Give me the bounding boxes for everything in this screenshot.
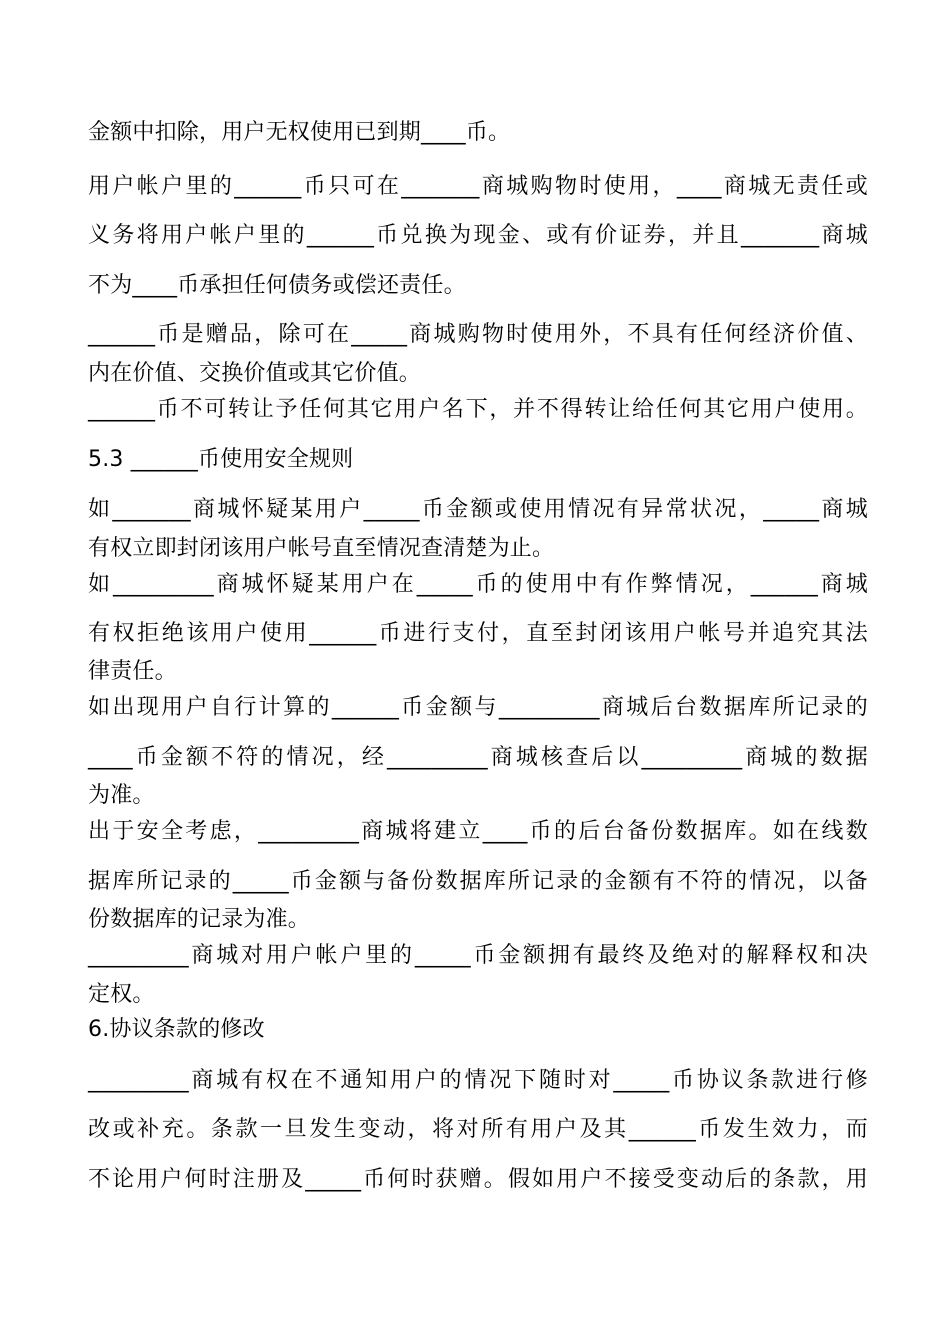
paragraph-line: 出于安全考虑，_________商城将建立____币的后台备份数据库。如在线数 [88, 819, 868, 844]
paragraph-line: _________商城对用户帐户里的_____币金额拥有最终及绝对的解释权和决 [88, 943, 868, 968]
paragraph-line: 份数据库的记录为准。 [88, 907, 311, 932]
section-heading: 6.协议条款的修改 [88, 1017, 265, 1042]
paragraph-line: 改或补充。条款一旦发生变动，将对所有用户及其______币发生效力，而 [88, 1117, 868, 1142]
paragraph-line: 定权。 [88, 982, 155, 1007]
paragraph-line: 有权立即封闭该用户帐号直至情况查清楚为止。 [88, 536, 555, 561]
paragraph-line: 金额中扣除，用户无权使用已到期____币。 [88, 120, 511, 145]
paragraph-line: _________商城有权在不通知用户的情况下随时对_____币协议条款进行修 [88, 1068, 868, 1093]
paragraph-line: 有权拒绝该用户使用______币进行支付，直至封闭该用户帐号并追究其法 [88, 621, 868, 646]
paragraph-line: 用户帐户里的______币只可在_______商城购物时使用，____商城无责任或 [88, 174, 868, 199]
paragraph-line: 为准。 [88, 783, 155, 808]
paragraph-line: ______币是赠品，除可在_____商城购物时使用外，不具有任何经济价值、 [88, 322, 868, 347]
paragraph-line: 不为____币承担任何债务或偿还责任。 [88, 273, 466, 298]
section-heading: 5.3 ______币使用安全规则 [88, 447, 354, 472]
paragraph-line: ______币不可转让予任何其它用户名下，并不得转让给任何其它用户使用。 [88, 397, 868, 422]
paragraph-line: ____币金额不符的情况，经_________商城核查后以_________商城的数据 [88, 745, 868, 770]
paragraph-line: 据库所记录的_____币金额与备份数据库所记录的金额有不符的情况，以备 [88, 869, 868, 894]
paragraph-line: 律责任。 [88, 659, 177, 684]
paragraph-line: 如_________商城怀疑某用户在_____币的使用中有作弊情况，______商城 [88, 572, 868, 597]
paragraph-line: 内在价值、交换价值或其它价值。 [88, 361, 422, 386]
paragraph-line: 义务将用户帐户里的______币兑换为现金、或有价证券，并且_______商城 [88, 223, 868, 248]
paragraph-line: 不论用户何时注册及_____币何时获赠。假如用户不接受变动后的条款，用 [88, 1167, 868, 1192]
paragraph-line: 如_______商城怀疑某用户_____币金额或使用情况有异常状况，_____商城 [88, 497, 868, 522]
paragraph-line: 如出现用户自行计算的______币金额与_________商城后台数据库所记录的 [88, 695, 868, 720]
